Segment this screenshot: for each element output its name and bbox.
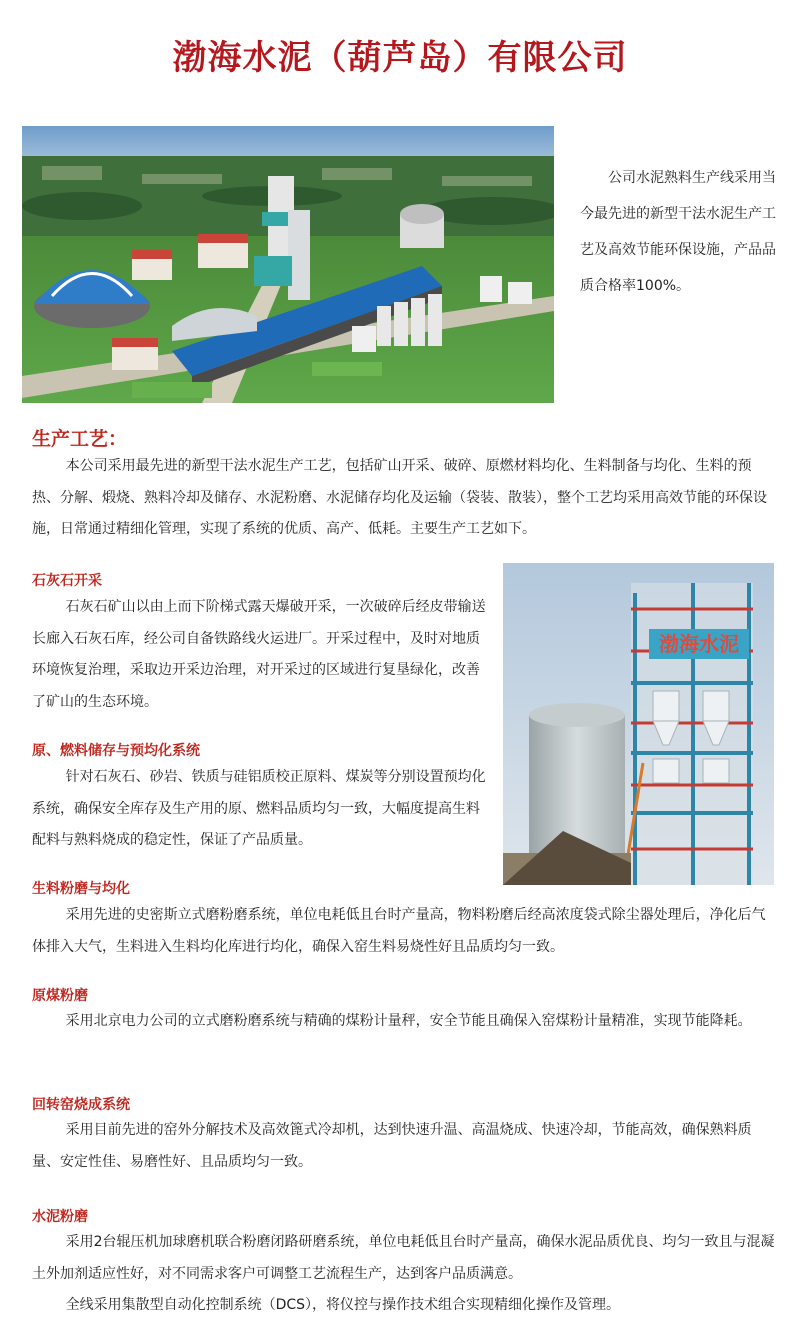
section-text-raw-meal: 采用先进的史密斯立式磨粉磨系统，单位电耗低且台时产量高，物料粉磨后经高浓度袋式除尘器处理后，净化后气体排入大气，生料进入生料均化库进行均化，确保入窑生料易烧性好且品质均匀一致。 <box>32 907 766 955</box>
section-title-limestone: 石灰石开采 <box>32 573 102 589</box>
process-overview: 本公司采用最先进的新型干法水泥生产工艺，包括矿山开采、破碎、原燃材料均化、生料制备与均化、生料的预热、分解、煅烧、熟料冷却及储存、水泥粉磨、水泥储存均化及运输（袋装、散装），整个工艺均采用高效节能的环保设施，日常通过精细化管理，实现了系统的优质、高产、低耗。主要生产工艺如下。 <box>32 458 767 537</box>
closing-text: 全线采用集散型自动化控制系统（DCS），将仪控与操作技术组合实现精细化操作及管理。 <box>65 1297 621 1313</box>
section-text-cement: 采用2台辊压机加球磨机联合粉磨闭路研磨系统，单位电耗低且台时产量高，确保水泥品质优良、均匀一致且与混凝土外加剂适应性好，对不同需求客户可调整工艺流程生产，达到客户品质满意。 <box>32 1234 775 1282</box>
section-text-limestone: 石灰石矿山以由上而下阶梯式露天爆破开采，一次破碎后经皮带输送长廊入石灰石库，经公司自备铁路线火运进厂。开采过程中，及时对地质环境恢复治理，采取边开采边治理，对开采过的区域进行复垦绿化，改善了矿山的生态环境。 <box>32 599 486 710</box>
section-title-storage: 原、燃料储存与预均化系统 <box>32 743 200 759</box>
preheater-tower-photo <box>503 563 774 885</box>
process-heading: 生产工艺： <box>32 428 128 450</box>
plant-aerial-image <box>22 126 554 403</box>
section-text-coal: 采用北京电力公司的立式磨粉磨系统与精确的煤粉计量秤，安全节能且确保入窑煤粉计量精准，实现节能降耗。 <box>65 1013 752 1029</box>
intro-paragraph: 公司水泥熟料生产线采用当今最先进的新型干法水泥生产工艺及高效节能环保设施，产品品质合格率100%。 <box>580 170 776 294</box>
section-title-coal: 原煤粉磨 <box>32 988 88 1004</box>
section-title-cement: 水泥粉磨 <box>32 1209 88 1225</box>
page-title: 渤海水泥（葫芦岛）有限公司 <box>172 38 628 78</box>
section-title-kiln: 回转窑烧成系统 <box>32 1097 130 1113</box>
section-title-raw-meal: 生料粉磨与均化 <box>32 881 130 897</box>
tower-sign-text: 渤海水泥 <box>659 632 739 656</box>
section-text-kiln: 采用目前先进的窑外分解技术及高效篦式冷却机，达到快速升温、高温烧成、快速冷却，节能高效，确保熟料质量、安定性佳、易磨性好、且品质均匀一致。 <box>32 1122 752 1170</box>
section-text-storage: 针对石灰石、砂岩、铁质与硅铝质校正原料、煤炭等分别设置预均化系统，确保安全库存及生产用的原、燃料品质均匀一致，大幅度提高生料配料与熟料烧成的稳定性，保证了产品质量。 <box>32 769 486 848</box>
intro-text-block <box>580 160 785 304</box>
